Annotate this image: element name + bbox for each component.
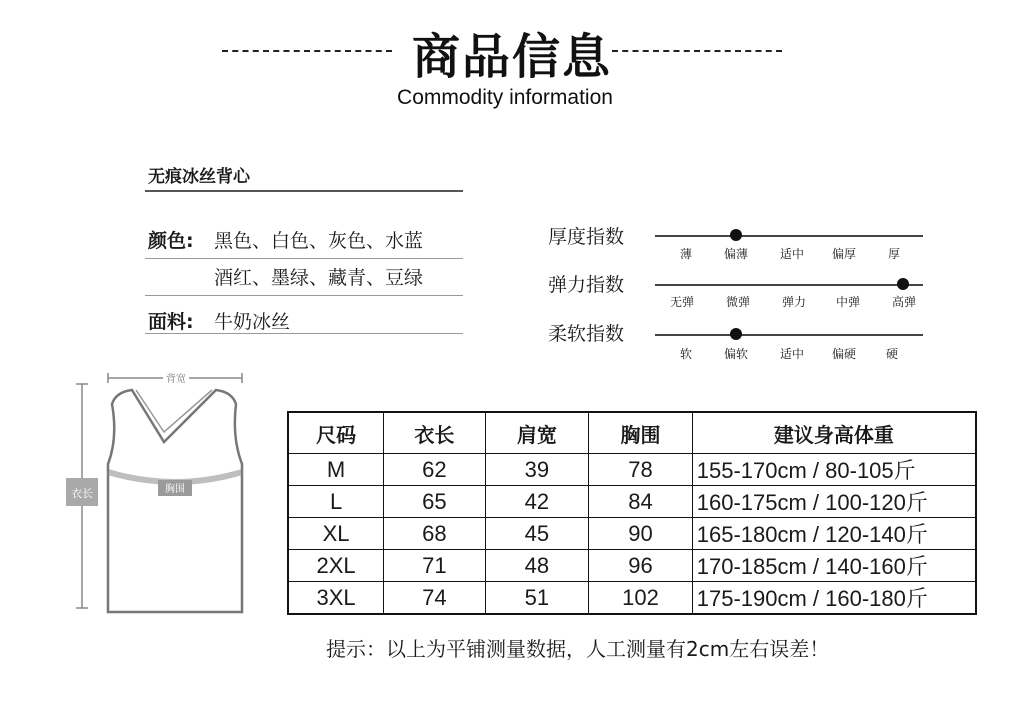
cell-chest: 102 — [589, 582, 693, 615]
index-tick: 厚 — [887, 247, 900, 261]
index-tick: 无弹 — [669, 295, 694, 309]
divider — [145, 295, 463, 296]
fabric-key: 面料: — [148, 311, 194, 333]
page-subtitle: Commodity information — [397, 86, 613, 109]
index-tick: 偏薄 — [723, 247, 748, 261]
index-marker — [897, 278, 909, 290]
cell-length: 62 — [384, 454, 486, 486]
chest-label: 胸围 — [165, 484, 185, 495]
cell-recommendation: 160-175cm / 100-120斤 — [692, 486, 976, 518]
index-tick: 适中 — [779, 347, 804, 361]
index-tick: 软 — [679, 347, 692, 361]
cell-chest: 96 — [589, 550, 693, 582]
cell-size: M — [288, 454, 384, 486]
cell-shoulder: 39 — [485, 454, 589, 486]
cell-length: 74 — [384, 582, 486, 615]
index-tick: 微弹 — [725, 295, 750, 309]
cell-size: XL — [288, 518, 384, 550]
header-recommendation: 建议身高体重 — [692, 412, 976, 454]
index-tick: 适中 — [779, 247, 804, 261]
index-scale — [655, 235, 923, 237]
index-marker — [730, 229, 742, 241]
color-line-1: 黑色、白色、灰色、水蓝 — [214, 230, 424, 252]
table-row — [288, 550, 976, 582]
cell-recommendation: 155-170cm / 80-105斤 — [692, 454, 976, 486]
cell-length: 71 — [384, 550, 486, 582]
table-row — [288, 582, 976, 615]
page-title: 商品信息 — [411, 29, 612, 85]
header-length: 衣长 — [384, 412, 486, 454]
index-scale — [655, 284, 923, 286]
index-tick: 偏软 — [723, 347, 748, 361]
index-marker — [730, 328, 742, 340]
index-tick: 弹力 — [781, 295, 806, 309]
cell-length: 65 — [384, 486, 486, 518]
width-label: 背宽 — [166, 374, 186, 385]
cell-shoulder: 48 — [485, 550, 589, 582]
cell-shoulder: 42 — [485, 486, 589, 518]
index-tick: 偏硬 — [831, 347, 856, 361]
index-tick: 中弹 — [835, 295, 860, 309]
index-label: 柔软指数 — [548, 323, 625, 345]
cell-recommendation: 165-180cm / 120-140斤 — [692, 518, 976, 550]
garment-diagram — [60, 360, 260, 622]
index-scale — [655, 334, 923, 336]
cell-chest: 90 — [589, 518, 693, 550]
cell-recommendation: 170-185cm / 140-160斤 — [692, 550, 976, 582]
table-row — [288, 454, 976, 486]
table-row — [288, 518, 976, 550]
product-name: 无痕冰丝背心 — [148, 167, 250, 187]
index-label: 厚度指数 — [548, 226, 625, 248]
cell-size: L — [288, 486, 384, 518]
color-key: 颜色: — [148, 230, 194, 252]
table-row — [288, 486, 976, 518]
cell-chest: 84 — [589, 486, 693, 518]
cell-chest: 78 — [589, 454, 693, 486]
length-label: 衣长 — [71, 487, 93, 500]
cell-recommendation: 175-190cm / 160-180斤 — [692, 582, 976, 615]
cell-size: 2XL — [288, 550, 384, 582]
cell-size: 3XL — [288, 582, 384, 615]
header-chest: 胸围 — [589, 412, 693, 454]
header-shoulder: 肩宽 — [485, 412, 589, 454]
index-tick: 薄 — [679, 247, 692, 261]
header-size: 尺码 — [288, 412, 384, 454]
divider — [145, 258, 463, 259]
index-tick: 硬 — [885, 347, 898, 361]
size-table — [287, 411, 977, 615]
measurement-note: 提示：以上为平铺测量数据，人工测量有2cm左右误差！ — [326, 637, 830, 661]
index-label: 弹力指数 — [548, 274, 625, 296]
color-line-2: 酒红、墨绿、藏青、豆绿 — [214, 267, 424, 289]
cell-length: 68 — [384, 518, 486, 550]
index-tick: 高弹 — [891, 295, 916, 309]
cell-shoulder: 51 — [485, 582, 589, 615]
divider — [145, 190, 463, 192]
index-tick: 偏厚 — [831, 247, 856, 261]
cell-shoulder: 45 — [485, 518, 589, 550]
table-header-row — [288, 412, 976, 454]
fabric-value: 牛奶冰丝 — [214, 311, 291, 333]
